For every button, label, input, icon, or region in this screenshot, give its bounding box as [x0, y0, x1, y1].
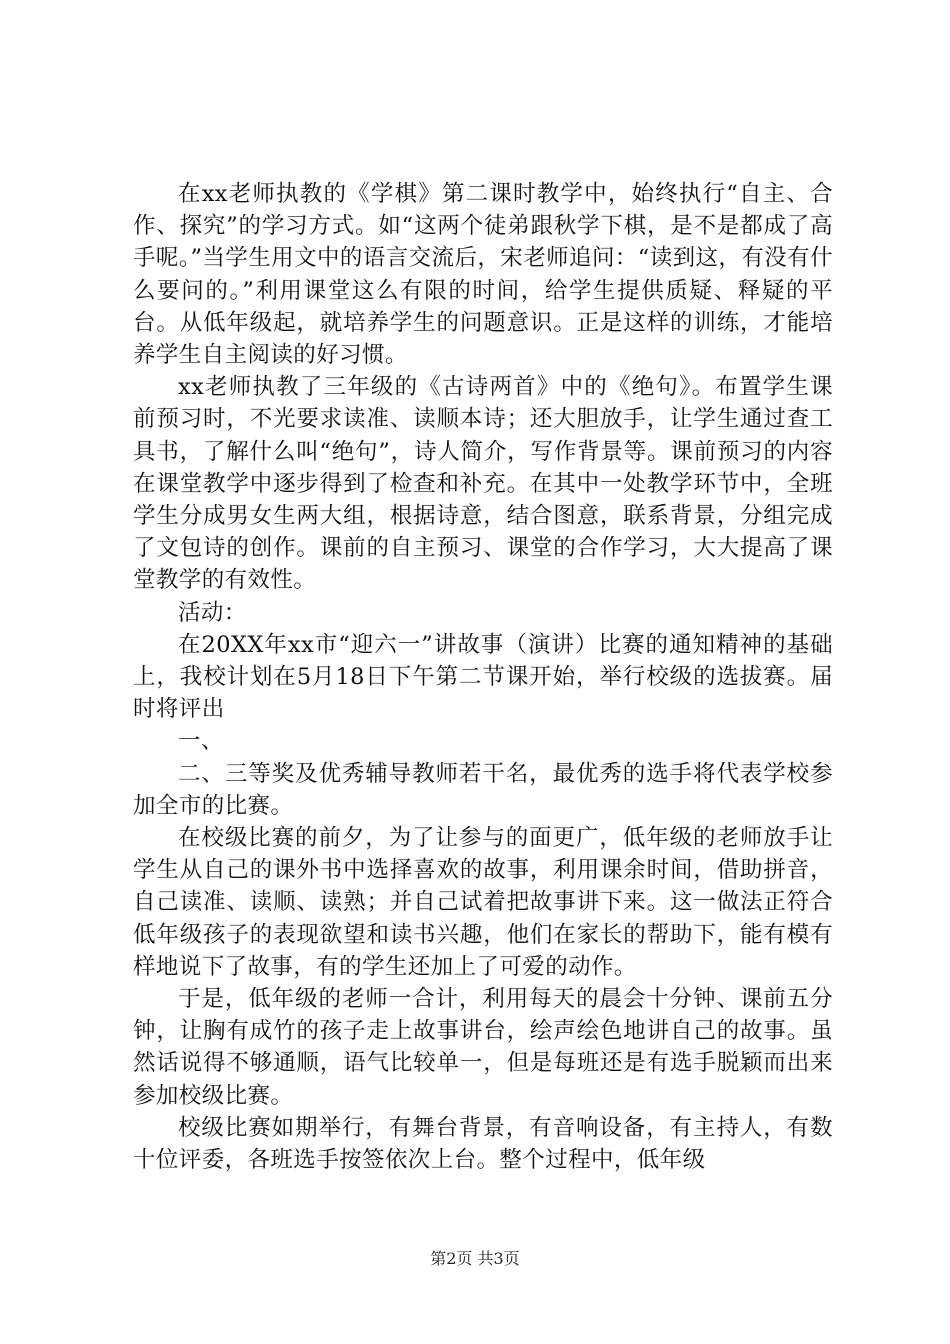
page-footer: 第2页 共3页 [430, 1249, 520, 1268]
paragraph-6: 二、三等奖及优秀辅导教师若干名，最优秀的选手将代表学校参加全市的比赛。 [133, 760, 833, 819]
paragraph-8: 于是，低年级的老师一合计，利用每天的晨会十分钟、课前五分钟，让胸有成竹的孩子走上故事讲台，绘声绘色地讲自己的故事。虽然话说得不够通顺，语气比较单一，但是每班还是有选手脱颖而出来参加校级比赛。 [133, 986, 833, 1109]
paragraph-5: 一、 [178, 728, 224, 755]
paragraph-9: 校级比赛如期举行，有舞台背景，有音响设备，有主持人，有数十位评委，各班选手按签依次上台。整个过程中，低年级 [133, 1114, 833, 1174]
paragraph-4: 在20XX年xx市“迎六一”讲故事（演讲）比赛的通知精神的基础上，我校计划在5月18日下午第二节课开始，举行校级的选拔赛。届时将评出 [133, 631, 833, 723]
paragraph-7: 在校级比赛的前夕，为了让参与的面更广，低年级的老师放手让学生从自己的课外书中选择喜欢的故事，利用课余时间，借助拼音，自己读准、读顺、读熟；并自己试着把故事讲下来。这一做法正符合低年级孩子的表现欲望和读书兴趣，他们在家长的帮助下，能有模有样地说下了故事，有的学生还加上了可爱的动作。 [133, 825, 833, 980]
paragraph-2: xx老师执教了三年级的《古诗两首》中的《绝句》。布置学生课前预习时，不光要求读准、读顺本诗；还大胆放手，让学生通过查工具书，了解什么叫“绝句”，诗人简介，写作背景等。课前预习的内容在课堂教学中逐步得到了检查和补充。在其中一处教学环节中，全班学生分成男女生两大组，根据诗意，结合图意，联系背景，分组完成了文包诗的创作。课前的自主预习、课堂的合作学习，大大提高了课堂教学的有效性。 [133, 374, 833, 594]
paragraph-1: 在xx老师执教的《学棋》第二课时教学中，始终执行“自主、合作、探究”的学习方式。如“这两个徒弟跟秋学下棋，是不是都成了高手呢。”当学生用文中的语言交流后，宋老师追问：“读到这，有没有什么要问的。”利用课堂这么有限的时间，给学生提供质疑、释疑的平台。从低年级起，就培养学生的问题意识。正是这样的训练，才能培养学生自主阅读的好习惯。 [133, 181, 833, 369]
paragraph-3: 活动： [178, 599, 247, 626]
document-body [133, 178, 833, 1176]
